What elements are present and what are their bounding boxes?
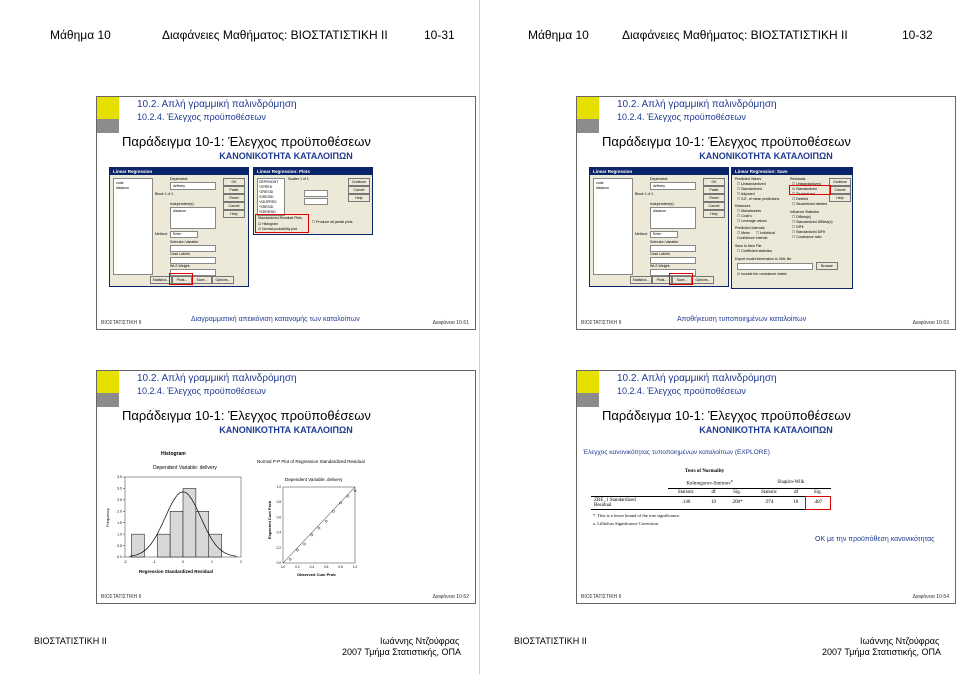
dependent-value: delivery: [653, 184, 666, 188]
plot-variable-item[interactable]: *ZRESID: [259, 190, 274, 194]
pp-ytick-label: 0.6: [276, 515, 281, 520]
slide-10-54: [576, 370, 956, 604]
res-unstd-label: Unstandardized: [796, 182, 821, 186]
hist-ytick-label: 3.0: [117, 486, 122, 491]
slide-accent: [577, 119, 599, 133]
footer-author: Ιωάννης Ντζούφρας: [380, 636, 460, 646]
pred-unstd-label: Unstandardized: [741, 182, 766, 186]
res-stud-label: Studentized: [796, 192, 815, 196]
linear-regression-dialog: [109, 167, 249, 287]
slide-title: 10.2. Απλή γραμμική παλινδρόμηση: [617, 99, 777, 110]
continue-button[interactable]: Continue: [829, 178, 851, 186]
pp-ytick-label: 0.0: [276, 561, 281, 565]
linear-regression-dialog: [589, 167, 729, 287]
hist-xlabel: Regression Standardized Residual: [139, 569, 214, 574]
histogram-label: Histogram: [262, 222, 279, 226]
ok-button[interactable]: OK: [703, 178, 725, 186]
normal-plot-label: Normal probability plot: [262, 227, 297, 231]
dialog-title: Linear Regression: Save: [732, 168, 852, 175]
pred-se-label: S.E. of mean predictions: [741, 197, 780, 201]
page-right: [480, 0, 959, 674]
slide-footer: ΒΙΟΣΤΑΤΙΣΤΙΚΗ ΙΙ: [581, 320, 622, 326]
footer-department: 2007 Τμήμα Στατιστικής, ΟΠΑ: [342, 647, 462, 657]
header-page-number: 10-32: [902, 28, 933, 42]
variable-list[interactable]: [113, 178, 153, 275]
slide-title: 10.2. Απλή γραμμική παλινδρόμηση: [137, 373, 297, 384]
plots-highlight: [169, 273, 193, 285]
selection-label: Selection Variable:: [650, 240, 679, 244]
table-cell-highlight: .487: [805, 496, 830, 509]
pp-ytick-label: 1.0: [276, 485, 281, 489]
covariance-checkbox[interactable]: ☑ Include the covariance matrix: [737, 272, 787, 276]
selection-label: Selection Variable:: [170, 240, 199, 244]
plots-button[interactable]: Plots...: [172, 276, 192, 284]
res-std-label: Standardized: [796, 187, 817, 191]
wls-label: WLS Weight:: [170, 264, 191, 268]
hist-ytick-label: 3.5: [117, 475, 122, 480]
header-lesson: Μάθημα 10: [528, 28, 589, 42]
individual-checkbox[interactable]: ☐ Individual: [756, 231, 775, 235]
pp-ytick-label: 0.2: [276, 545, 281, 550]
slide-title: 10.2. Απλή γραμμική παλινδρόμηση: [617, 373, 777, 384]
histogram-checkbox[interactable]: ☑ Histogram: [258, 222, 279, 226]
help-button[interactable]: Help: [829, 194, 851, 202]
pp-xtick-label: 1.0: [352, 565, 358, 569]
pred-std-checkbox[interactable]: ☐ Standardized: [737, 187, 762, 191]
hist-bar: [183, 488, 196, 557]
hist-xtick-label: 1: [211, 560, 213, 564]
res-stud-checkbox[interactable]: ☐ Studentized: [792, 192, 815, 196]
footer-department: 2007 Τμήμα Στατιστικής, ΟΠΑ: [822, 647, 942, 657]
hist-ytick-label: 2.0: [117, 509, 122, 514]
col-header: Statistic: [761, 489, 778, 495]
pp-ylabel: Expected Cum Prob: [267, 500, 272, 539]
plots-button[interactable]: Plots...: [652, 276, 672, 284]
method-value: Enter: [653, 232, 662, 236]
header-course: Διαφάνειες Μαθήματος: ΒΙΟΣΤΑΤΙΣΤΙΚΗ ΙΙ: [162, 28, 388, 42]
slide-topic: ΚΑΝΟΝΙΚΟΤΗΤΑ ΚΑΤΑΛΟΙΠΩΝ: [219, 425, 353, 435]
explore-subtitle: Έλεγχος κανονικότητας τυποποιημένων καταλοίπων (EXPLORE): [583, 449, 770, 456]
residuals-label: Residuals: [790, 177, 806, 181]
slide-caption: Διαγραμματική απεικόνιση κατανομής των καταλοίπων: [191, 316, 360, 323]
statistics-button[interactable]: Statistics...: [630, 276, 652, 284]
plot-variable-item[interactable]: *SRESID: [259, 205, 274, 209]
hist-ytick-label: 1.0: [117, 532, 122, 537]
independent-value: distance: [653, 209, 667, 213]
slide-caption: Αποθήκευση τυποποιημένων καταλοίπων: [677, 316, 807, 323]
pp-xlabel: Observed Cum Prob: [297, 572, 336, 577]
slide-subtitle: 10.2.4. Έλεγχος προϋποθέσεων: [137, 386, 266, 396]
save-highlight: [669, 273, 693, 285]
hist-xtick-label: 0: [182, 560, 184, 564]
std-dffit-checkbox[interactable]: ☐ Standardized DfFit: [792, 230, 826, 234]
hist-xtick-label: -2: [123, 560, 127, 564]
pred-se-checkbox[interactable]: ☐ S.E. of mean predictions: [737, 197, 780, 201]
slide-accent: [97, 393, 119, 407]
cancel-button[interactable]: Cancel: [829, 186, 851, 194]
plot-variable-item[interactable]: *DRESID: [259, 195, 274, 199]
help-button[interactable]: Help: [348, 194, 370, 202]
table-cell: .974: [764, 500, 774, 506]
col-header: df: [793, 489, 799, 495]
std-dfbeta-label: Standardized DfBeta(s): [796, 220, 833, 224]
save-button[interactable]: Save...: [672, 276, 692, 284]
variable-item[interactable]: code: [596, 181, 604, 185]
slide-number: Διαφάνεια 10-54: [912, 594, 949, 600]
footer-course: ΒΙΟΣΤΑΤΙΣΤΙΚΗ ΙΙ: [514, 636, 587, 646]
dfbeta-label: DfBeta(s): [796, 215, 811, 219]
options-button[interactable]: Options...: [212, 276, 234, 284]
variable-item[interactable]: distance: [116, 186, 130, 190]
selection-field[interactable]: [650, 245, 696, 252]
plot-variable-item[interactable]: *ZPRED: [259, 185, 273, 189]
pp-point: [304, 543, 306, 545]
coef-stats-checkbox[interactable]: ☐ Coefficient statistics: [737, 249, 772, 253]
independents-list[interactable]: [170, 207, 216, 229]
pp-xtick-label: 0.8: [338, 565, 343, 569]
table-cell: 10: [793, 500, 799, 506]
pp-point: [325, 520, 327, 522]
std-dfbeta-checkbox[interactable]: ☐ Standardized DfBeta(s): [792, 220, 833, 224]
table-note: a. Lilliefors Significance Correction: [593, 521, 658, 526]
slide-accent: [97, 371, 119, 393]
ks-footnote-mark: a: [730, 478, 733, 483]
pp-xtick-label: 0.4: [309, 565, 315, 569]
options-button[interactable]: Options...: [692, 276, 714, 284]
y-axis-field[interactable]: [304, 190, 328, 197]
pred-unstd-checkbox[interactable]: ☐ Unstandardized: [737, 182, 766, 186]
cov-ratio-checkbox[interactable]: ☐ Covariance ratio: [792, 235, 822, 239]
pp-title: Normal P-P Plot of Regression Standardized Residual: [257, 459, 365, 464]
pp-subtitle: Dependent Variable: delivery: [285, 477, 343, 482]
cooks-label: Cook's: [741, 214, 752, 218]
header-page-number: 10-31: [424, 28, 455, 42]
col-header: Statistic: [677, 489, 695, 495]
pp-point: [289, 558, 291, 560]
help-button[interactable]: Help: [703, 210, 725, 218]
col-header: Sig.: [813, 489, 822, 495]
x-axis-field[interactable]: [304, 198, 328, 205]
plot-variable-item[interactable]: *ADJPRED: [259, 200, 277, 204]
slide-accent: [577, 371, 599, 393]
ok-button[interactable]: OK: [223, 178, 245, 186]
export-file-field[interactable]: [737, 263, 813, 270]
slide-footer: ΒΙΟΣΤΑΤΙΣΤΙΚΗ ΙΙ: [101, 320, 142, 326]
hist-ytick-label: 2.5: [117, 498, 122, 503]
caselabels-label: Case Labels:: [650, 252, 671, 256]
hist-xtick-label: 2: [240, 560, 242, 564]
res-studdel-label: Studentized deleted: [796, 202, 828, 206]
plot-variable-item[interactable]: *SDRESID: [259, 210, 276, 214]
cooks-checkbox[interactable]: ☐ Cook's: [737, 214, 752, 218]
dffit-checkbox[interactable]: ☐ DfFit: [792, 225, 804, 229]
dependent-field[interactable]: [170, 182, 216, 190]
plot-variable-item[interactable]: DEPENDNT: [259, 180, 279, 184]
residual-plots-highlight: [255, 214, 309, 233]
col-header: Sig.: [733, 489, 741, 495]
table-cell: .200*: [731, 500, 743, 506]
method-value: Enter: [173, 232, 182, 236]
hist-bar: [196, 511, 209, 557]
hist-subtitle: Dependent Variable: delivery: [153, 465, 217, 471]
pp-reference-line: [283, 487, 355, 563]
dependent-field[interactable]: [650, 182, 696, 190]
table-title: Tests of Normality: [685, 469, 725, 474]
pred-adj-checkbox[interactable]: ☐ Adjusted: [737, 192, 755, 196]
method-label: Method:: [155, 232, 168, 236]
pred-adj-label: Adjusted: [740, 192, 755, 196]
export-xml-label: Export model information to XML file: [735, 257, 792, 261]
dffit-label: DfFit: [796, 225, 804, 229]
variable-item[interactable]: code: [116, 181, 124, 185]
normal-plot-checkbox[interactable]: ☑ Normal probability plot: [258, 227, 297, 231]
method-label: Method:: [635, 232, 648, 236]
cancel-button[interactable]: Cancel: [348, 186, 370, 194]
slide-accent: [97, 97, 119, 119]
intervals-label: Prediction Intervals: [735, 226, 765, 230]
row-label-line: ZRE_1 Standardized: [594, 497, 636, 503]
pp-point: [311, 534, 313, 536]
slide-number: Διαφάνεια 10-52: [432, 594, 469, 600]
block-label: Block 1 of 1: [155, 192, 174, 196]
pp-xtick-label: 0.6: [323, 565, 329, 569]
leverage-label: Leverage values: [741, 219, 767, 223]
header-lesson: Μάθημα 10: [50, 28, 111, 42]
mahalanobis-label: Mahalanobis: [741, 209, 761, 213]
dfbeta-checkbox[interactable]: ☐ DfBeta(s): [792, 215, 811, 219]
slide-subtitle: 10.2.4. Έλεγχος προϋποθέσεων: [617, 112, 746, 122]
cancel-button[interactable]: Cancel: [703, 202, 725, 210]
partial-plots-label: Produce all partial plots: [316, 220, 353, 224]
table-cell: 10: [711, 500, 717, 506]
cancel-button[interactable]: Cancel: [223, 202, 245, 210]
hist-ylabel: Frequency: [105, 508, 110, 527]
slide-10-51: [96, 96, 476, 330]
reset-button[interactable]: Reset: [223, 194, 245, 202]
row-label: [591, 496, 668, 509]
independent-value: distance: [173, 209, 187, 213]
dialog-title: Linear Regression: Plots: [254, 168, 372, 175]
res-del-checkbox[interactable]: ☐ Deleted: [792, 197, 809, 201]
hist-bar: [131, 534, 144, 557]
slide-footer: ΒΙΟΣΤΑΤΙΣΤΙΚΗ ΙΙ: [581, 594, 622, 600]
caselabels-field[interactable]: [650, 257, 696, 264]
slide-topic: ΚΑΝΟΝΙΚΟΤΗΤΑ ΚΑΤΑΛΟΙΠΩΝ: [699, 425, 833, 435]
pp-xtick-label: 0.0: [280, 565, 286, 569]
header-course: Διαφάνειες Μαθήματος: ΒΙΟΣΤΑΤΙΣΤΙΚΗ ΙΙ: [622, 28, 848, 42]
hist-title: Histogram: [161, 451, 186, 457]
coef-stats-label: Coefficient statistics: [741, 249, 772, 253]
covariance-label: Include the covariance matrix: [741, 272, 787, 276]
pp-point: [318, 527, 320, 529]
std-residual-plots-label: Standardized Residual Plots: [258, 216, 302, 220]
pp-ytick-label: 0.8: [276, 500, 281, 505]
sw-header: Shapiro-Wilk: [751, 477, 830, 488]
ks-header: [668, 477, 752, 488]
slide-10-52: [96, 370, 476, 604]
row-label-line: Residual: [594, 502, 612, 508]
table-row: [591, 496, 831, 509]
standardized-highlight: [789, 185, 831, 195]
hist-xtick-label: -1: [152, 560, 156, 564]
method-select[interactable]: [650, 231, 678, 238]
predicted-values-label: Predicted Values: [735, 177, 762, 181]
slide-topic: ΚΑΝΟΝΙΚΟΤΗΤΑ ΚΑΤΑΛΟΙΠΩΝ: [699, 151, 833, 161]
save-new-file-label: Save to New File: [735, 244, 762, 248]
slide-title: 10.2. Απλή γραμμική παλινδρόμηση: [137, 99, 297, 110]
dependent-value: delivery: [173, 184, 186, 188]
partial-plots-checkbox[interactable]: ☐ Produce all partial plots: [312, 220, 353, 224]
pp-ytick-label: 0.4: [276, 530, 281, 535]
independents-label: Independent(s):: [650, 202, 675, 206]
mean-checkbox[interactable]: ☐ Mean: [737, 231, 750, 235]
browse-button[interactable]: Browse: [816, 262, 838, 270]
footer-author: Ιωάννης Ντζούφρας: [860, 636, 940, 646]
leverage-checkbox[interactable]: ☐ Leverage values: [737, 219, 767, 223]
paste-button[interactable]: Paste: [223, 186, 245, 194]
individual-label: Individual: [760, 231, 775, 235]
hist-ytick-label: 0.5: [117, 543, 122, 548]
pp-xtick-label: 0.2: [295, 565, 300, 569]
independents-list[interactable]: [650, 207, 696, 229]
slide-subtitle: 10.2.4. Έλεγχος προϋποθέσεων: [137, 112, 266, 122]
res-unstd-checkbox[interactable]: ☐ Unstandardized: [792, 182, 821, 186]
res-std-checkbox[interactable]: ☑ Standardized: [792, 187, 817, 191]
influence-label: Influence Statistics: [790, 210, 820, 214]
cov-ratio-label: Covariance ratio: [796, 235, 822, 239]
dialog-title: Linear Regression: [590, 168, 728, 175]
pp-point: [347, 495, 349, 497]
variable-item[interactable]: distance: [596, 186, 610, 190]
hist-ytick-label: 0.0: [117, 555, 122, 560]
slide-heading: Παράδειγμα 10-1: Έλεγχος προϋποθέσεων: [602, 408, 851, 423]
block-label: Block 1 of 1: [635, 192, 654, 196]
caselabels-field[interactable]: [170, 257, 216, 264]
res-del-label: Deleted: [796, 197, 809, 201]
reset-button[interactable]: Reset: [703, 194, 725, 202]
slide-accent: [97, 119, 119, 133]
paste-button[interactable]: Paste: [703, 186, 725, 194]
independents-label: Independent(s):: [170, 202, 195, 206]
hist-bar: [170, 511, 183, 557]
res-studdel-checkbox[interactable]: ☐ Studentized deleted: [792, 202, 828, 206]
pp-point: [332, 510, 334, 512]
table-corner: [591, 488, 668, 496]
conclusion-text: ΟΚ με την προϋπόθεση κανονικότητας: [815, 536, 935, 543]
slide-heading: Παράδειγμα 10-1: Έλεγχος προϋποθέσεων: [602, 134, 851, 149]
continue-button[interactable]: Continue: [348, 178, 370, 186]
ks-label: Kolmogorov-Smirnov: [686, 481, 731, 487]
slide-heading: Παράδειγμα 10-1: Έλεγχος προϋποθέσεων: [122, 134, 371, 149]
slide-accent: [577, 393, 599, 407]
caselabels-label: Case Labels:: [170, 252, 191, 256]
selection-field[interactable]: [170, 245, 216, 252]
slide-footer: ΒΙΟΣΤΑΤΙΣΤΙΚΗ ΙΙ: [101, 594, 142, 600]
slide-topic: ΚΑΝΟΝΙΚΟΤΗΤΑ ΚΑΤΑΛΟΙΠΩΝ: [219, 151, 353, 161]
dependent-label: Dependent:: [650, 177, 669, 181]
distances-label: Distances: [735, 204, 751, 208]
col-header: df: [711, 489, 716, 495]
statistics-button[interactable]: Statistics...: [150, 276, 172, 284]
slide-heading: Παράδειγμα 10-1: Έλεγχος προϋποθέσεων: [122, 408, 371, 423]
mean-label: Mean: [741, 231, 750, 235]
confidence-interval-label: Confidence Interval:: [737, 236, 769, 240]
help-button[interactable]: Help: [223, 210, 245, 218]
scatter-label: Scatter 1 of 1: [288, 177, 309, 181]
footer-course: ΒΙΟΣΤΑΤΙΣΤΙΚΗ ΙΙ: [34, 636, 107, 646]
pred-std-label: Standardized: [741, 187, 762, 191]
hist-ytick-label: 1.5: [117, 520, 122, 525]
hist-bar: [157, 534, 170, 557]
dependent-label: Dependent:: [170, 177, 189, 181]
table-corner: [591, 477, 668, 488]
pp-point: [296, 549, 298, 551]
slide-number: Διαφάνεια 10-53: [912, 320, 949, 326]
table-cell: .140: [681, 500, 691, 506]
normality-table: [591, 477, 831, 510]
plot-variable-list[interactable]: [257, 178, 285, 216]
table-note: *. This is a lower bound of the true significance.: [593, 513, 681, 518]
slide-accent: [577, 97, 599, 119]
mahalanobis-checkbox[interactable]: ☐ Mahalanobis: [737, 209, 761, 213]
std-dffit-label: Standardized DfFit: [796, 230, 826, 234]
variable-list[interactable]: [593, 178, 633, 275]
slide-10-53: [576, 96, 956, 330]
slide-number: Διαφάνεια 10-51: [432, 320, 469, 326]
save-button[interactable]: Save...: [192, 276, 212, 284]
pp-plot-chart: [265, 469, 365, 579]
slide-subtitle: 10.2.4. Έλεγχος προϋποθέσεων: [617, 386, 746, 396]
method-select[interactable]: [170, 231, 198, 238]
wls-label: WLS Weight:: [650, 264, 671, 268]
histogram-chart: [101, 447, 251, 577]
dialog-title: Linear Regression: [110, 168, 248, 175]
